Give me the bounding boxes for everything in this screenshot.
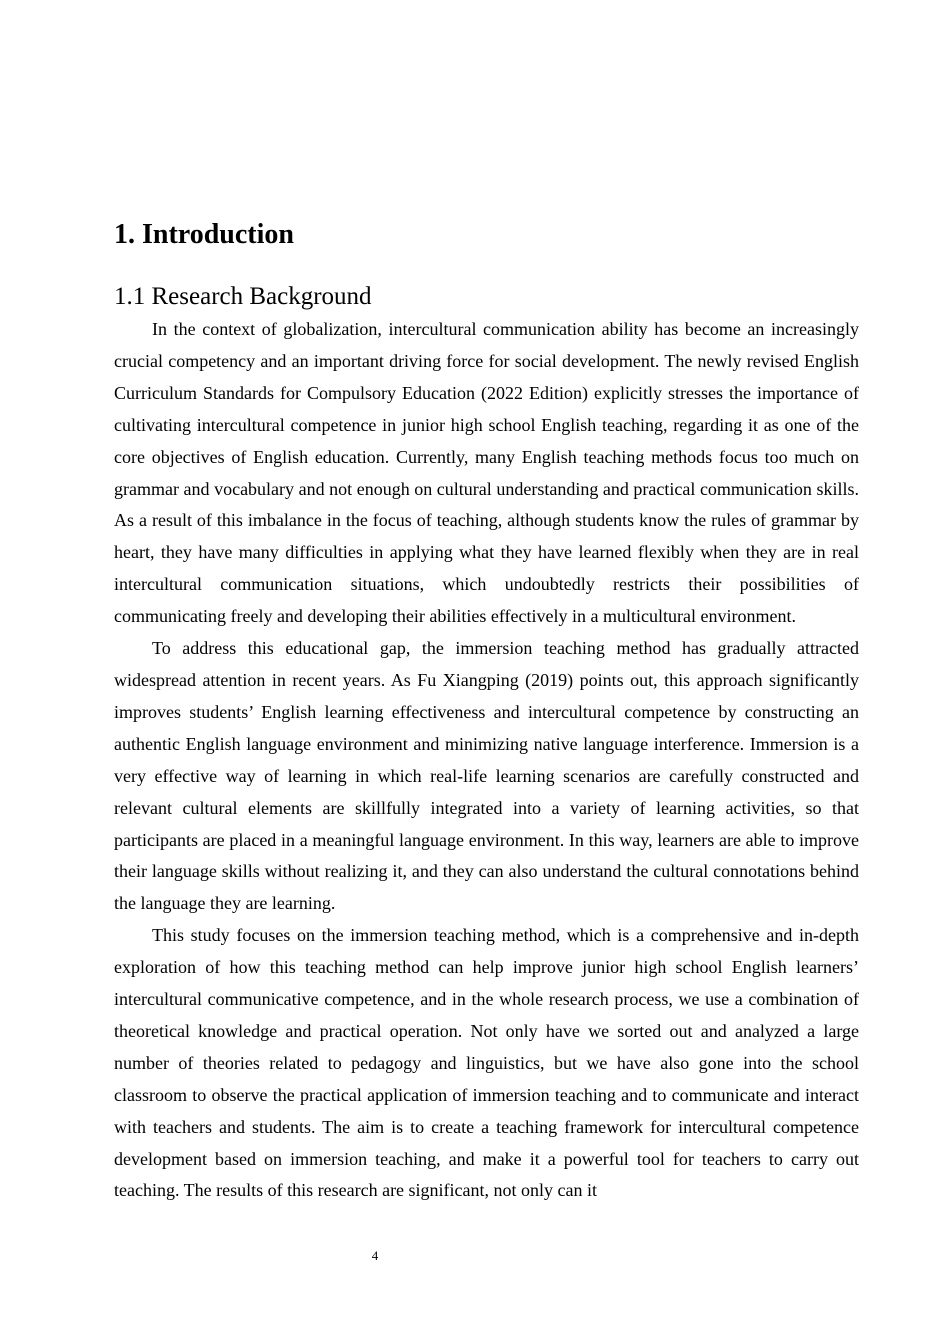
- chapter-title: 1. Introduction: [114, 219, 294, 250]
- page-body: [114, 216, 859, 1207]
- paragraph-3: This study focuses on the immersion teaching method, which is a comprehensive and in-depth exploration of how this teaching method can help improve junior high school English learners’ intercultural communicative competence, and in the whole research process, we use a combination of theoretical knowledge and practical operation. Not only have we sorted out and analyzed a large number of theories related to pedagogy and linguistics, but we have also gone into the school classroom to observe the practical application of immersion teaching and to communicate and interact with teachers and students. The aim is to create a teaching framework for intercultural competence development based on immersion teaching, and make it a powerful tool for teachers to carry out teaching. The results of this research are significant, not only can it: [114, 925, 859, 1201]
- section-title: 1.1 Research Background: [114, 283, 372, 310]
- paragraph-2: To address this educational gap, the immersion teaching method has gradually attracted widespread attention in recent years. As Fu Xiangping (2019) points out, this approach significantly improves students’ English learning effectiveness and intercultural competence by constructing an authentic English language environment and minimizing native language interference. Immersion is a very effective way of learning in which real-life learning scenarios are carefully constructed and relevant cultural elements are skillfully integrated into a variety of learning activities, so that participants are placed in a meaningful language environment. In this way, learners are able to improve their language skills without realizing it, and they can also understand the cultural connotations behind the language they are learning.: [114, 638, 859, 914]
- paragraph-1: In the context of globalization, intercultural communication ability has become an increasingly crucial competency and an important driving force for social development. The newly revised English Curriculum Standards for Compulsory Education (2022 Edition) explicitly stresses the importance of cultivating intercultural competence in junior high school English teaching, regarding it as one of the core objectives of English education. Currently, many English teaching methods focus too much on grammar and vocabulary and not enough on cultural understanding and practical communication skills. As a result of this imbalance in the focus of teaching, although students know the rules of grammar by heart, they have many difficulties in applying what they have learned flexibly when they are in real intercultural communication situations, which undoubtedly restricts their possibilities of communicating freely and developing their abilities effectively in a multicultural environment.: [114, 319, 859, 627]
- page-number: 4: [371, 1248, 379, 1263]
